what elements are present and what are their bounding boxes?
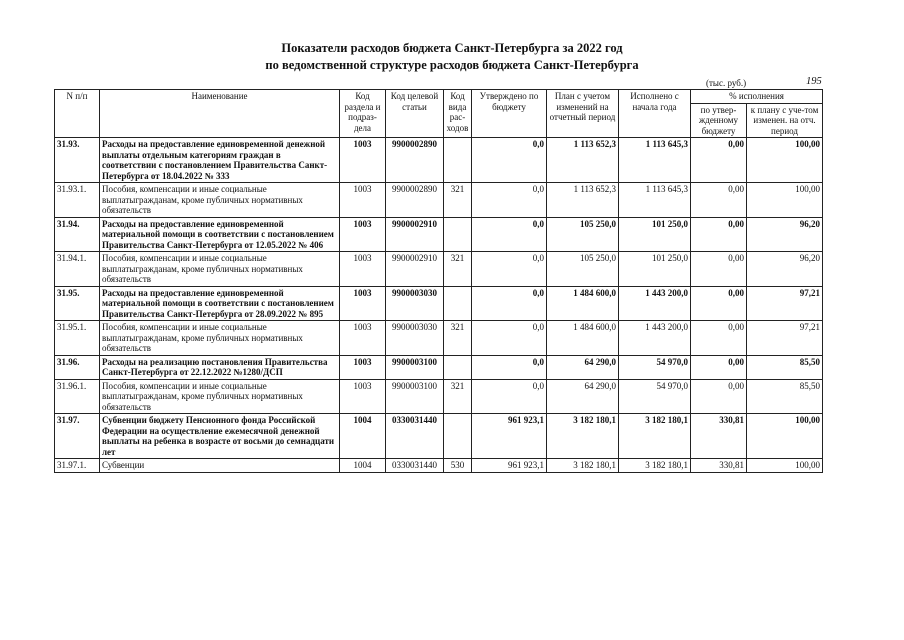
cell-pct-plan: 100,00: [747, 414, 823, 459]
cell-executed: 54 970,0: [619, 379, 691, 414]
cell-type-code: 530: [444, 459, 472, 473]
cell-section-code: 1003: [340, 138, 386, 183]
cell-target-code: 9900002890: [386, 183, 444, 218]
cell-executed: 101 250,0: [619, 252, 691, 287]
cell-num: 31.97.1.: [55, 459, 100, 473]
budget-table: [54, 89, 823, 473]
table-row: [55, 379, 823, 414]
document-title-line-2: по ведомственной структуре расходов бюджета Санкт-Петербурга: [265, 58, 639, 72]
cell-pct-plan: 96,20: [747, 252, 823, 287]
header-pct-plan: к плану с уче-том изменен. на отч. период: [747, 103, 823, 138]
cell-name: Пособия, компенсации и иные социальные выплатыгражданам, кроме публичных нормативных обязательств: [100, 379, 340, 414]
table-row: [55, 183, 823, 218]
cell-pct-approved: 0,00: [691, 183, 747, 218]
cell-section-code: 1004: [340, 414, 386, 459]
cell-name: Пособия, компенсации и иные социальные выплатыгражданам, кроме публичных нормативных обязательств: [100, 252, 340, 287]
cell-plan: 105 250,0: [547, 217, 619, 252]
cell-plan: 1 113 652,3: [547, 138, 619, 183]
cell-executed: 3 182 180,1: [619, 459, 691, 473]
cell-plan: 64 290,0: [547, 355, 619, 379]
cell-section-code: 1003: [340, 286, 386, 321]
cell-pct-plan: 96,20: [747, 217, 823, 252]
cell-plan: 1 113 652,3: [547, 183, 619, 218]
cell-section-code: 1003: [340, 321, 386, 356]
cell-pct-approved: 0,00: [691, 355, 747, 379]
cell-pct-approved: 0,00: [691, 217, 747, 252]
cell-num: 31.94.1.: [55, 252, 100, 287]
cell-name: Расходы на предоставление единовременной материальной помощи в соответствии с постановлением Правительства Санкт-Петербурга от 28.09.2022 № 895: [100, 286, 340, 321]
cell-type-code: [444, 414, 472, 459]
cell-pct-plan: 100,00: [747, 183, 823, 218]
cell-num: 31.95.1.: [55, 321, 100, 356]
cell-pct-approved: 0,00: [691, 379, 747, 414]
table-row: [55, 355, 823, 379]
cell-pct-approved: 330,81: [691, 459, 747, 473]
cell-target-code: 9900003030: [386, 286, 444, 321]
cell-approved: 0,0: [472, 252, 547, 287]
cell-plan: 64 290,0: [547, 379, 619, 414]
cell-name: Расходы на предоставление единовременной денежной выплаты отдельным категориям граждан в соответствии с постановлением Правительства Санкт-Петербурга от 18.04.2022 № 333: [100, 138, 340, 183]
cell-approved: 961 923,1: [472, 414, 547, 459]
cell-approved: 0,0: [472, 138, 547, 183]
cell-plan: 3 182 180,1: [547, 459, 619, 473]
cell-executed: 3 182 180,1: [619, 414, 691, 459]
cell-num: 31.97.: [55, 414, 100, 459]
cell-section-code: 1003: [340, 252, 386, 287]
cell-num: 31.95.: [55, 286, 100, 321]
cell-section-code: 1003: [340, 355, 386, 379]
cell-num: 31.96.1.: [55, 379, 100, 414]
cell-type-code: [444, 286, 472, 321]
cell-pct-approved: 0,00: [691, 138, 747, 183]
cell-type-code: 321: [444, 183, 472, 218]
cell-executed: 54 970,0: [619, 355, 691, 379]
table-row: [55, 321, 823, 356]
cell-executed: 1 443 200,0: [619, 286, 691, 321]
cell-type-code: [444, 355, 472, 379]
cell-type-code: [444, 138, 472, 183]
cell-section-code: 1004: [340, 459, 386, 473]
document-title-line-1: Показатели расходов бюджета Санкт-Петербурга за 2022 год: [281, 41, 623, 55]
header-executed: Исполнено с начала года: [619, 90, 691, 138]
page-number: 195: [806, 76, 822, 87]
cell-name: Субвенции: [100, 459, 340, 473]
cell-plan: 1 484 600,0: [547, 321, 619, 356]
cell-name: Субвенции бюджету Пенсионного фонда Российской Федерации на осуществление ежемесячной денежной выплаты на ребенка в возрасте от восьми до семнадцати лет: [100, 414, 340, 459]
cell-approved: 0,0: [472, 183, 547, 218]
cell-pct-plan: 85,50: [747, 355, 823, 379]
cell-name: Пособия, компенсации и иные социальные выплатыгражданам, кроме публичных нормативных обязательств: [100, 183, 340, 218]
cell-section-code: 1003: [340, 183, 386, 218]
header-type-code: Код вида рас-ходов: [444, 90, 472, 138]
table-row: [55, 286, 823, 321]
cell-target-code: 9900003100: [386, 379, 444, 414]
cell-name: Расходы на предоставление единовременной материальной помощи в соответствии с постановлением Правительства Санкт-Петербурга от 12.05.2022 № 406: [100, 217, 340, 252]
cell-target-code: 9900003100: [386, 355, 444, 379]
cell-pct-plan: 97,21: [747, 286, 823, 321]
table-row: [55, 414, 823, 459]
header-num: N п/п: [55, 90, 100, 138]
table-body: [55, 138, 823, 473]
cell-plan: 105 250,0: [547, 252, 619, 287]
header-approved: Утверждено по бюджету: [472, 90, 547, 138]
cell-section-code: 1003: [340, 379, 386, 414]
cell-approved: 0,0: [472, 355, 547, 379]
cell-type-code: 321: [444, 379, 472, 414]
cell-target-code: 0330031440: [386, 414, 444, 459]
cell-num: 31.94.: [55, 217, 100, 252]
cell-type-code: 321: [444, 252, 472, 287]
cell-type-code: [444, 217, 472, 252]
cell-name: Пособия, компенсации и иные социальные выплатыгражданам, кроме публичных нормативных обязательств: [100, 321, 340, 356]
cell-executed: 1 113 645,3: [619, 138, 691, 183]
cell-executed: 101 250,0: [619, 217, 691, 252]
cell-approved: 0,0: [472, 217, 547, 252]
cell-executed: 1 113 645,3: [619, 183, 691, 218]
cell-pct-approved: 330,81: [691, 414, 747, 459]
table-row: [55, 217, 823, 252]
cell-plan: 1 484 600,0: [547, 286, 619, 321]
cell-section-code: 1003: [340, 217, 386, 252]
cell-target-code: 9900003030: [386, 321, 444, 356]
cell-plan: 3 182 180,1: [547, 414, 619, 459]
cell-target-code: 0330031440: [386, 459, 444, 473]
cell-target-code: 9900002890: [386, 138, 444, 183]
cell-pct-plan: 100,00: [747, 138, 823, 183]
header-section-code: Код раздела и подраз-дела: [340, 90, 386, 138]
cell-type-code: 321: [444, 321, 472, 356]
cell-approved: 0,0: [472, 286, 547, 321]
cell-approved: 961 923,1: [472, 459, 547, 473]
header-target-code: Код целевой статьи: [386, 90, 444, 138]
cell-pct-plan: 100,00: [747, 459, 823, 473]
cell-target-code: 9900002910: [386, 217, 444, 252]
cell-approved: 0,0: [472, 379, 547, 414]
cell-pct-plan: 97,21: [747, 321, 823, 356]
cell-num: 31.96.: [55, 355, 100, 379]
units-label: (тыс. руб.): [706, 78, 747, 88]
cell-target-code: 9900002910: [386, 252, 444, 287]
header-pct-approved: по утвер-жденному бюджету: [691, 103, 747, 138]
table-row: [55, 252, 823, 287]
header-name: Наименование: [100, 90, 340, 138]
cell-num: 31.93.: [55, 138, 100, 183]
cell-pct-approved: 0,00: [691, 252, 747, 287]
cell-num: 31.93.1.: [55, 183, 100, 218]
cell-pct-approved: 0,00: [691, 321, 747, 356]
cell-approved: 0,0: [472, 321, 547, 356]
table-row: [55, 459, 823, 473]
cell-pct-approved: 0,00: [691, 286, 747, 321]
table-row: [55, 138, 823, 183]
cell-name: Расходы на реализацию постановления Правительства Санкт-Петербурга от 22.12.2022 №1280/ДСП: [100, 355, 340, 379]
cell-pct-plan: 85,50: [747, 379, 823, 414]
cell-executed: 1 443 200,0: [619, 321, 691, 356]
header-pct-group: % исполнения: [691, 90, 823, 104]
header-plan: План с учетом изменений на отчетный период: [547, 90, 619, 138]
